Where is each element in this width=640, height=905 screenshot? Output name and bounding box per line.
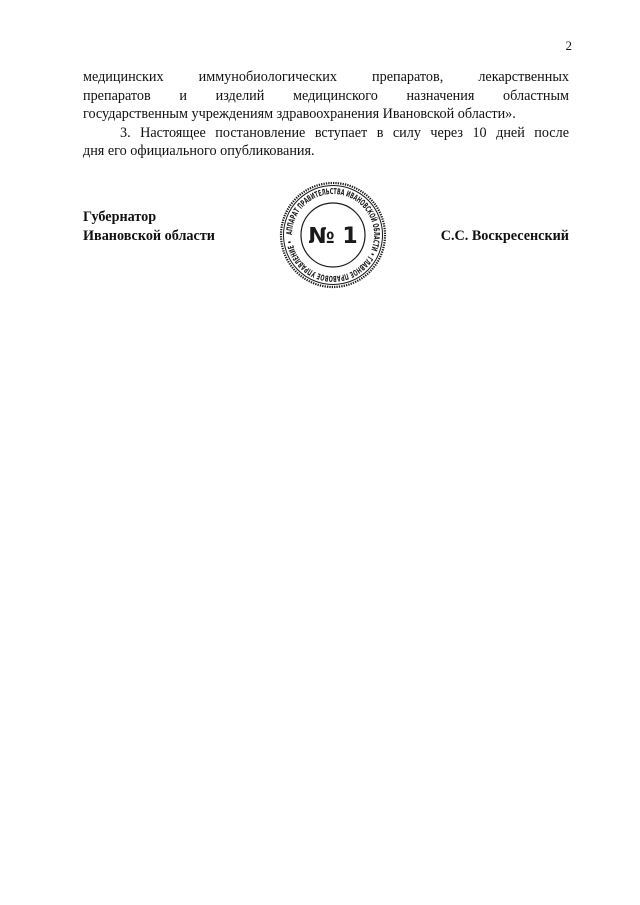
paragraph-3-end bbox=[83, 142, 569, 161]
document-body bbox=[83, 68, 569, 161]
signatory-title-line: Ивановской области bbox=[83, 227, 215, 244]
text-line: препаратов и изделий медицинского назначения областным bbox=[83, 87, 569, 104]
paragraph-continuation bbox=[83, 68, 569, 124]
stamp-ring-text-path: АППАРАТ ПРАВИТЕЛЬСТВА ИВАНОВСКОЙ ОБЛАСТИ • ГЛАВНОЕ ПРАВОВОЕ УПРАВЛЕНИЕ • bbox=[283, 185, 383, 285]
signatory-title-line: Губернатор bbox=[83, 209, 157, 225]
paragraph-3 bbox=[83, 124, 569, 143]
text-line: государственным учреждениям здравоохранения Ивановской области». bbox=[83, 106, 516, 123]
text-line: 3. Настоящее постановление вступает в силу через 10 дней после bbox=[120, 124, 569, 141]
signatory-name: С.С. Воскресенский bbox=[440, 227, 569, 244]
text-line: дня его официального опубликования. bbox=[83, 143, 315, 160]
stamp-center-number: № 1 bbox=[308, 224, 358, 249]
page-number: 2 bbox=[565, 38, 572, 53]
official-seal-stamp bbox=[278, 180, 388, 290]
text-line: медицинских иммунобиологических препаратов, лекарственных bbox=[83, 69, 569, 85]
